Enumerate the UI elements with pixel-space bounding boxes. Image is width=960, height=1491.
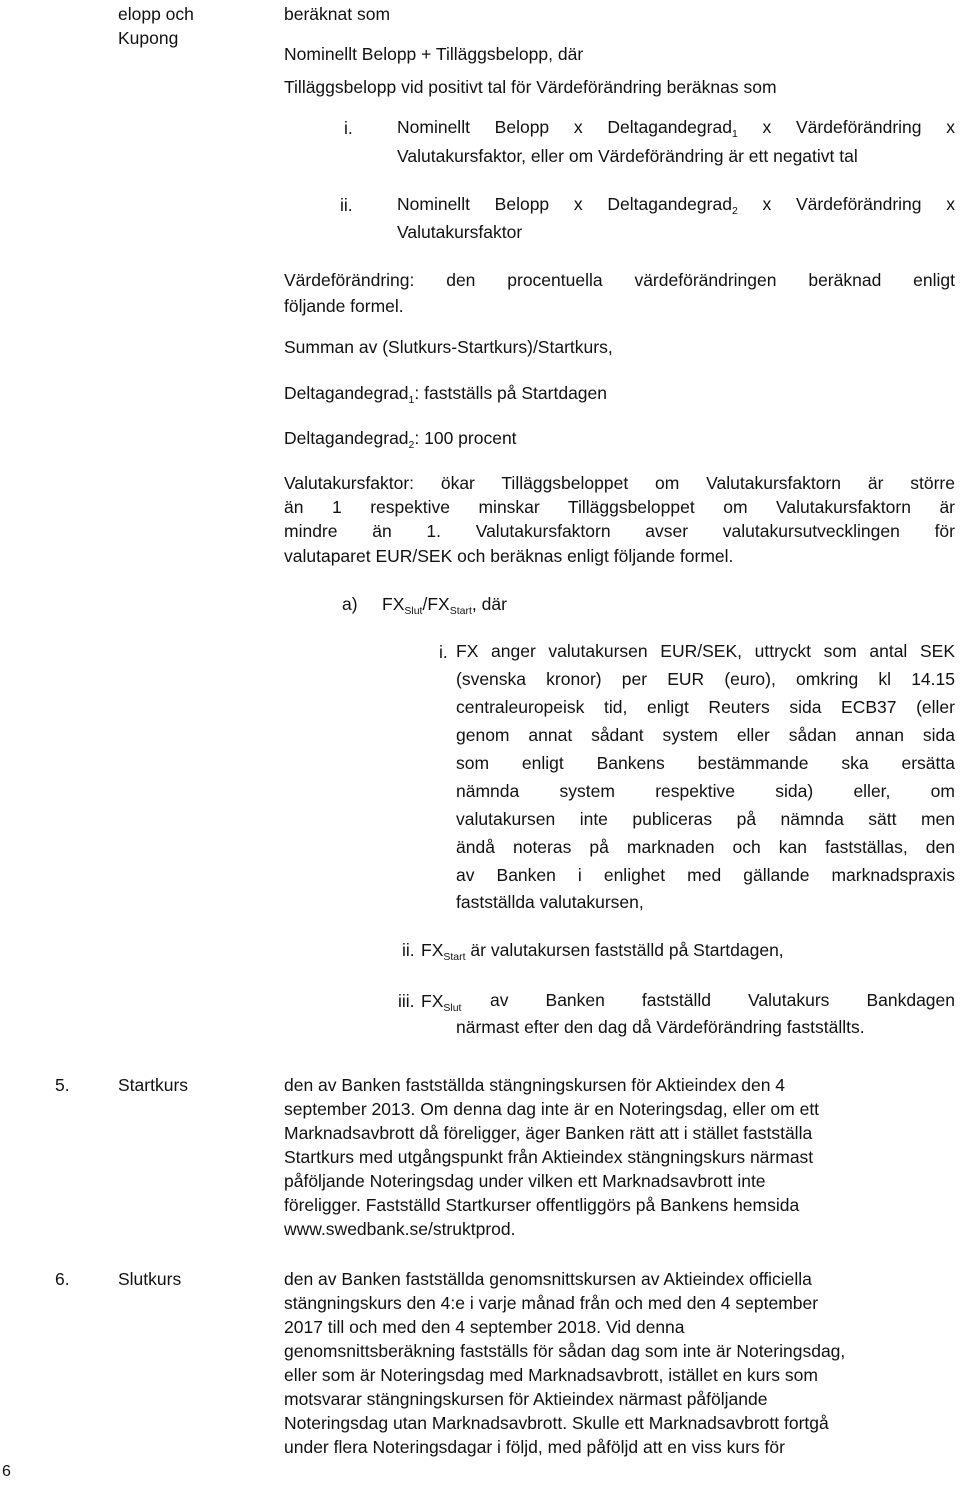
valutakursfaktor-line2: än 1 respektive minskar Tilläggsbeloppet om Valutakursfaktorn är [284,497,955,517]
section-5-line5: påföljande Noteringsdag under vilken ett Marknadsavbrott inte [284,1171,766,1191]
valutakursfaktor-line4: valutaparet EUR/SEK och beräknas enligt följande formel. [284,546,734,566]
section-5-line2: september 2013. Om denna dag inte är en Noteringsdag, eller om ett [284,1099,820,1119]
section-5-link[interactable]: www.swedbank.se/struktprod. [284,1219,516,1239]
vardeforandring-line2: följande formel. [284,296,404,316]
formula-fx: $FX_{Slut}/FX_{Start}$, där [382,594,507,617]
fx-item-ii-marker: ii. [402,940,415,960]
section-6-line3: 2017 till och med den 4 september 2018. Vid denna [284,1317,685,1337]
section-6-line6: motsvarar stängningskursen för Aktieindex närmast påföljande [284,1389,768,1409]
summa-formula: Summan av (Slutkurs-Startkurs)/Startkurs, [284,337,613,357]
section-6-title: Slutkurs [118,1269,182,1289]
fx-item-i-line4: genom annat sådant system eller sådan annan sida [456,725,955,745]
fx-item-iii-line2: närmast efter den dag då Värdeförändring fastställts. [456,1017,865,1037]
section-6-line7: Noteringsdag utan Marknadsavbrott. Skulle ett Marknadsavbrott fortgå [284,1413,829,1433]
fx-item-i-marker: i. [439,642,448,662]
left-label-line1: elopp och [118,4,194,24]
section-5-title: Startkurs [118,1075,189,1095]
item-ii-line2: Valutakursfaktor [397,222,523,242]
fx-item-i-line5: som enligt Bankens bestämmande ska ersätta [456,753,955,773]
section-6-line5: eller som är Noteringsdag med Marknadsavbrott, istället en kurs som [284,1365,818,1385]
section-5-number: 5. [55,1075,70,1095]
deltagandegrad-1: Deltagandegrad$_1$: fastställs på Startdagen [284,383,608,406]
intro-line1: beräknat som [284,4,391,24]
valutakursfaktor-line1: Valutakursfaktor: ökar Tilläggsbeloppet om Valutakursfaktorn är större [284,473,955,493]
item-ii-line1: Nominellt Belopp x Deltagandegrad$_2$ x Värdeförändring x [397,194,955,217]
left-label-line2: Kupong [118,28,179,48]
fx-item-i-line7: valutakursen inte publiceras på nämnda sätt men [456,809,955,829]
section-5-line3: Marknadsavbrott då föreligger, äger Banken rätt att i stället fastställa [284,1123,813,1143]
item-i-line1: Nominellt Belopp x Deltagandegrad$_1$ x Värdeförändring x [397,117,955,140]
fx-item-iii-marker: iii. [398,991,415,1011]
section-6-line2: stängningskurs den 4:e i varje månad från och med den 4 september [284,1293,819,1313]
section-5-line1: den av Banken fastställda stängningskursen för Aktieindex den 4 [284,1075,786,1095]
fx-item-i-line9: av Banken i enlighet med gällande marknadspraxis [456,865,955,885]
deltagandegrad-2: Deltagandegrad$_2$: 100 procent [284,428,517,451]
section-6-line1: den av Banken fastställda genomsnittskursen av Aktieindex officiella [284,1269,812,1289]
fx-item-i-line1: FX anger valutakursen EUR/SEK, uttryckt som antal SEK [456,641,955,661]
fx-item-i-line3: centraleuropeisk tid, enligt Reuters sida ECB37 (eller [456,697,955,717]
valutakursfaktor-line3: mindre än 1. Valutakursfaktorn avser valutakursutvecklingen för [284,521,955,541]
fx-item-i-line8: ändå noteras på marknaden och kan fastställas, den [456,837,955,857]
section-6-number: 6. [55,1269,70,1289]
fx-item-ii-text: $FX_{Start}$ är valutakursen fastställd på Startdagen, [421,940,784,963]
fx-item-i-line2: (svenska kronor) per EUR (euro), omkring kl 14.15 [456,669,955,689]
intro-line2: Nominellt Belopp + Tilläggsbelopp, där [284,44,584,64]
item-i-marker: i. [344,118,353,138]
formula-marker: a) [342,594,358,614]
vardeforandring-line1: Värdeförändring: den procentuella värdeförändringen beräknad enligt [284,270,955,290]
fx-item-iii-fx: $FX_{Slut}$ [421,991,462,1014]
intro-line3: Tilläggsbelopp vid positivt tal för Värdeförändring beräknas som [284,77,777,97]
section-6-line4: genomsnittsberäkning fastställs för sådan dag som inte är Noteringsdag, [284,1341,846,1361]
page-number: 6 [2,1463,11,1480]
section-5-line4: Startkurs med utgångspunkt från Aktieindex stängningskurs närmast [284,1147,814,1167]
fx-item-i-line10: fastställda valutakursen, [456,892,644,912]
fx-item-iii-line1: av Banken fastställd Valutakurs Bankdagen [490,990,955,1010]
section-6-line8: under flera Noteringsdagar i följd, med påföljd att en viss kurs för [284,1437,785,1457]
section-5-line6: föreligger. Fastställd Startkurser offentliggörs på Bankens hemsida [284,1195,800,1215]
fx-item-i-line6: nämnda system respektive sida) eller, om [456,781,955,801]
item-i-line2: Valutakursfaktor, eller om Värdeförändring är ett negativt tal [397,146,858,166]
item-ii-marker: ii. [340,195,353,215]
